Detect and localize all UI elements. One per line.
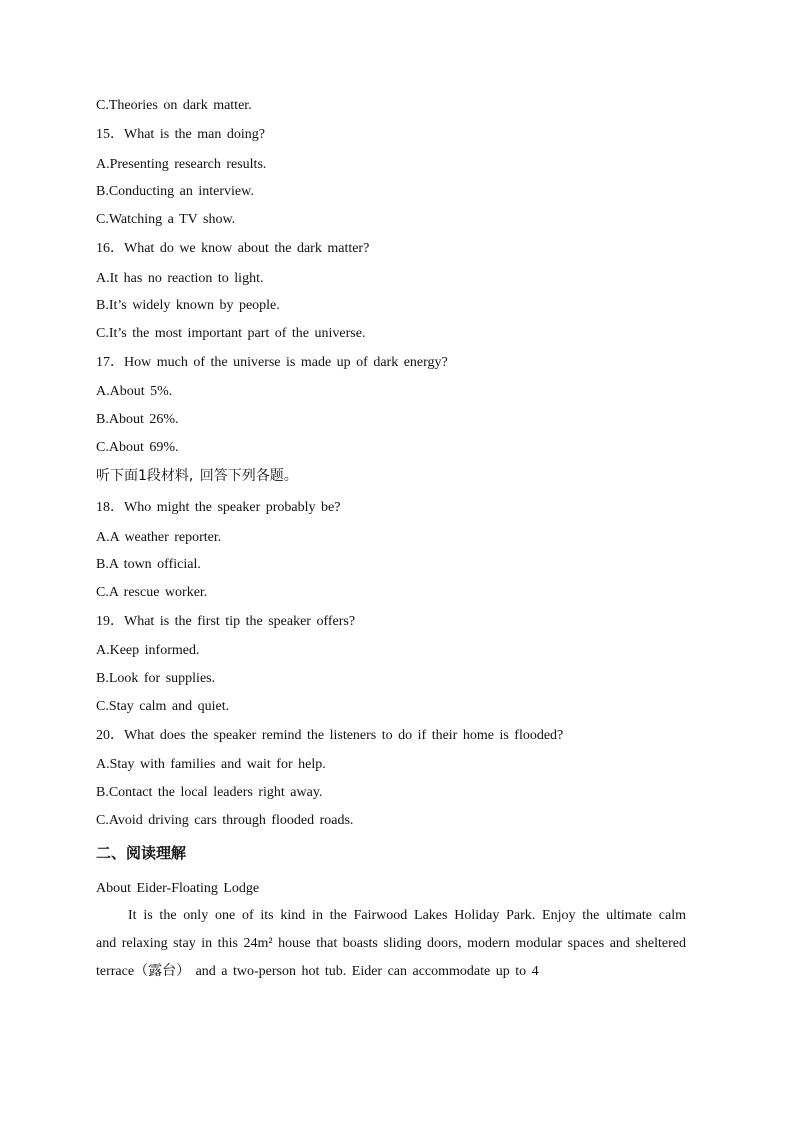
option-20b: B.Contact the local leaders right away. — [96, 785, 323, 800]
option-18a: A.A weather reporter. — [96, 530, 222, 545]
question-18: 18．Who might the speaker probably be? — [96, 500, 341, 515]
option-18b: B.A town official. — [96, 557, 201, 572]
option-16a: A.It has no reaction to light. — [96, 271, 264, 286]
option-20c: C.Avoid driving cars through flooded roads. — [96, 813, 354, 828]
option-17a: A.About 5%. — [96, 384, 173, 399]
option-15c: C.Watching a TV show. — [96, 212, 236, 227]
question-20: 20．What does the speaker remind the listeners to do if their home is flooded? — [96, 728, 564, 743]
section-title-reading: 二、阅读理解 — [96, 844, 187, 862]
option-17c: C.About 69%. — [96, 440, 179, 455]
question-16: 16．What do we know about the dark matter? — [96, 241, 370, 256]
question-15: 15．What is the man doing? — [96, 127, 265, 142]
passage-title: About Eider-Floating Lodge — [96, 881, 260, 896]
question-17: 17．How much of the universe is made up of dark energy? — [96, 355, 448, 370]
option-16c: C.It’s the most important part of the universe. — [96, 326, 366, 341]
option-15a: A.Presenting research results. — [96, 157, 267, 172]
option-19b: B.Look for supplies. — [96, 671, 216, 686]
listening-instruction: 听下面1段材料, 回答下列各题。 — [96, 468, 298, 484]
question-19: 19．What is the first tip the speaker offers? — [96, 614, 356, 629]
option-20a: A.Stay with families and wait for help. — [96, 757, 326, 772]
option-16b: B.It’s widely known by people. — [96, 298, 280, 313]
option-18c: C.A rescue worker. — [96, 585, 208, 600]
option-19c: C.Stay calm and quiet. — [96, 699, 230, 714]
option-19a: A.Keep informed. — [96, 643, 200, 658]
option-14c: C.Theories on dark matter. — [96, 98, 252, 113]
option-15b: B.Conducting an interview. — [96, 184, 254, 199]
passage-paragraph: It is the only one of its kind in the Fairwood Lakes Holiday Park. Enjoy the ultimate calm and relaxing stay in this 24m² house that boasts sliding doors, modern modular spaces and sheltered terrace（露台） and a two-person hot tub. Eider can accommodate up to 4 — [96, 908, 686, 979]
option-17b: B.About 26%. — [96, 412, 179, 427]
